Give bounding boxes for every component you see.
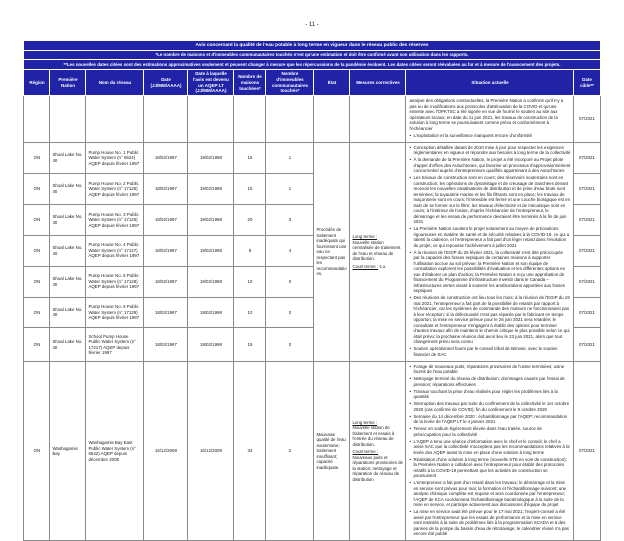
bullet-marker: • bbox=[409, 346, 411, 352]
bullet-marker: • bbox=[409, 426, 411, 432]
cell-immeubles: 0 bbox=[266, 328, 314, 362]
bullet-item bbox=[409, 389, 570, 400]
bullet-marker: • bbox=[409, 363, 411, 369]
situation-bullets bbox=[409, 145, 570, 358]
cell-date-aqep: 19/02/1998 bbox=[188, 266, 234, 297]
mesures-long-terme-text: Nouvelle station de traitement et essais à l'entrée du réseau de distribution. bbox=[352, 425, 395, 447]
banner-note1: *Le nombre de maisons et d'immeubles communautaires touchés n'est qu'une estimation et doit être confirmé avant son utilisation dans les rapports. bbox=[24, 50, 600, 60]
cell-region: ON bbox=[24, 204, 50, 235]
bullet-text: Soutien opérationnel fourni par le conseil tribal de Bimose, avec le soutien financier de SAC bbox=[413, 346, 558, 357]
bullet-item bbox=[409, 133, 570, 139]
cell-network: Pump House No. 6 Public Water System (n° 17129) AQEP depuis février 1997 bbox=[86, 297, 144, 328]
cell-date: 18/02/1997 bbox=[144, 266, 188, 297]
cell-maisons: 15 bbox=[234, 142, 266, 173]
bullet-marker: • bbox=[409, 144, 411, 150]
cell-network: Washagamis Bay East Public Water System (n° 6542) AQEP depuis décembre 2008 bbox=[86, 361, 144, 541]
cell-maisons: 10 bbox=[234, 297, 266, 328]
cell-date: 18/02/1997 bbox=[144, 297, 188, 328]
cell-date-aqep: 16/12/2009 bbox=[188, 361, 234, 541]
bullet-marker: • bbox=[409, 480, 411, 486]
bullet-marker: • bbox=[409, 456, 411, 462]
advisories-table bbox=[23, 40, 600, 541]
bullet-marker: • bbox=[409, 376, 411, 382]
bullet-text: Les travaux de construction sont en cours; des réservoirs souterrains sont en construction; les opérations de dynamitage et de creusage de tranchées devant recevoir les nouvelles canalisations de distribution et de prise d'eau brute sont terminées; la tuyauterie marine et les fils filtrants sont en place; les travaux de maçonnerie sont en cours; l'immeuble est fermé et une couche biologique est en train de se former sur le filtre; les travaux d'électricité et de mécanique sont en cours; à l'intérieur de l'usine, d'après l'échéancier de l'entrepreneur, le démarrage et les essais de performance devraient être terminés à la fin de juin 2021 bbox=[413, 175, 571, 225]
bullet-item bbox=[409, 364, 570, 375]
mesures-long-terme-label: Long terme : bbox=[352, 419, 378, 425]
cell-situation-merged bbox=[406, 142, 574, 361]
cell-date-aqep: 19/02/1998 bbox=[188, 328, 234, 362]
mesures-court-terme-text: Nouveaux puits et réparations provisoires de la station; nettoyage et réparation du réseau de distribution bbox=[352, 454, 403, 482]
cell-date-aqep: 19/02/1998 bbox=[188, 297, 234, 328]
bullet-text: Travaux touchant la prise d'eau réalisés pour régler les problèmes liés à la quantité bbox=[413, 388, 558, 400]
cell-network: Pump House No. 3 Public Water System (n° 17126) AQEP depuis février 1997 bbox=[86, 204, 144, 235]
cell-nation: Shoal Lake No. 40 bbox=[50, 328, 86, 362]
cell-date-cible: 07/2021 bbox=[574, 297, 600, 328]
cell-nation: Shoal Lake No. 40 bbox=[50, 297, 86, 328]
cell-region: ON bbox=[24, 361, 50, 541]
bullet-text: Nettoyage terminé du réseau de distribution; dommages causés par l'essai de pression; réparations effectuées bbox=[413, 376, 565, 387]
cell-date-aqep: 19/02/1998 bbox=[188, 173, 234, 204]
cell-date-aqep: 19/02/1998 bbox=[188, 142, 234, 173]
bullet-text: À la demande de la Première Nation, le projet a été incorporé au Projet pilote d'appel d'offres des Autochtones, qui favorise un processus d'approvisionnement concurrentiel auprès d'entrepreneurs qualifiés appartenant à des Autochtones bbox=[413, 157, 571, 174]
bullet-marker: • bbox=[409, 388, 411, 394]
cell-date-cible: 07/2021 bbox=[574, 204, 600, 235]
cell-date: 18/02/1997 bbox=[144, 235, 188, 266]
cell-region: ON bbox=[24, 328, 50, 362]
cell-date: 18/02/1997 bbox=[144, 142, 188, 173]
cell-immeubles: 0 bbox=[266, 297, 314, 328]
bullet-marker: • bbox=[409, 401, 411, 407]
bullet-marker: • bbox=[409, 132, 411, 138]
mesures-court-terme-label: Court terme : bbox=[352, 263, 379, 269]
bullet-text: À la réunion de l'EGIP du 26 février 2021, la collectivité s'est dite préoccupée par la capacité des fosses septiques de certaines maisons à supporter l'utilisation accrue au sol prévue; la Première Nation et son équipe de consultation explorent les possibilités d'évaluation et les différentes options en vue d'élaborer un plan d'action; la Première Nation a reçu une approbation de financement du Programme d'infrastructure Investir dans le Canada – Infrastructures vertes visant à soutenir les améliorations apportées aux fosses septiques bbox=[413, 249, 566, 294]
banner-note1-row bbox=[24, 50, 600, 60]
header-date-cible: Date cible** bbox=[574, 69, 600, 96]
table-row bbox=[24, 142, 600, 173]
bullet-marker: • bbox=[409, 157, 411, 163]
cell-network: Pump House No. 1 Public Water System (n° 6524) AQEP depuis février 1997 bbox=[86, 142, 144, 173]
cell-nation: Shoal Lake No. 40 bbox=[50, 142, 86, 173]
cell-network: School Pump House Public Water System (n° 17217) AQEP depuis février 1997 bbox=[86, 328, 144, 362]
bullet-item bbox=[409, 346, 570, 357]
bullet-text: La Première Nation soutient le projet notamment au moyen de précautions rigoureuses en matière de santé et de sécurité relatives à la COVID-19, ce qui a ralenti la cadence, et l'entrepreneur a fait part d'un léger retard dans l'évolution du projet, ce qui repousse l'achèvement à juillet 2021 bbox=[413, 226, 570, 248]
bullet-item bbox=[409, 250, 570, 294]
bullet-marker: • bbox=[409, 226, 411, 232]
cell-date: 16/12/2008 bbox=[144, 361, 188, 541]
bullet-text: Interruption des travaux par suite du confinement de la collectivité le 1er octobre 2020 (cas confirmé de COVID); fin du confinement le 9 octobre 2020 bbox=[413, 401, 570, 412]
mesures-court-terme-label: Court terme : bbox=[352, 449, 379, 455]
cell-region: ON bbox=[24, 297, 50, 328]
header-maisons: Nombre de maisons touchées* bbox=[234, 69, 266, 96]
header-immeubles: Nombre d'immeubles communautaires touchés* bbox=[266, 69, 314, 96]
situation-intro: analyse des obligations contractuelles, la Première Nation a confirmé qu'il n'y a pas eu de modifications aux protocoles d'atténuation de la COVID et qu'une entente avec l'OPKTSC a été signée en vue de fournir le soutien au site aux opérateurs locaux; en date du 11 juin 2021, les travaux de construction de la solution à long terme se poursuivaient comme prévu et conformément à l'échéancier bbox=[409, 98, 564, 131]
cell-region: ON bbox=[24, 173, 50, 204]
bullet-item bbox=[409, 157, 570, 174]
cell-maisons: 34 bbox=[234, 361, 266, 541]
bullet-item bbox=[409, 426, 570, 437]
cell-date: 18/02/1997 bbox=[144, 204, 188, 235]
cell-immeubles: 0 bbox=[266, 266, 314, 297]
cell-immeubles: 2 bbox=[266, 361, 314, 541]
bullet-marker: • bbox=[409, 295, 411, 301]
bullet-item bbox=[409, 145, 570, 156]
header-situation: Situation actuelle bbox=[406, 69, 574, 96]
header-premiere-nation: Première Nation bbox=[50, 69, 86, 96]
cell-date-aqep bbox=[188, 96, 234, 143]
bullet-text: L'AQEP a tenu une séance d'information avec le chef et le conseil; le chef a avisé SAC que la collectivité n'acceptera pas les recommandations relatives à la levée des AQEP avant la mise en place d'une solution à long terme bbox=[413, 438, 570, 455]
bullet-marker: • bbox=[409, 438, 411, 444]
cell-immeubles: 1 bbox=[266, 142, 314, 173]
cell-maisons: 15 bbox=[234, 173, 266, 204]
header-date-aqep: Date à laquelle l'avis est devenu un AQEP LT (JJ/MM/AAAA) bbox=[188, 69, 234, 96]
bullet-item bbox=[409, 509, 570, 537]
header-mesures: Mesures correctives bbox=[350, 69, 406, 96]
header-region: Région bbox=[24, 69, 50, 96]
cell-date-cible: 07/2021 bbox=[574, 266, 600, 297]
cell-immeubles: 4 bbox=[266, 235, 314, 266]
cell-date-cible: 07/2021 bbox=[574, 235, 600, 266]
banner-title-row bbox=[24, 41, 600, 51]
bullet-text: Teneur en sodium légèrement élevée dans l'eau traitée, source de préoccupation pour la collectivité bbox=[413, 426, 542, 437]
cell-etat: Mauvaise qualité de l'eau souterraine; traitement insuffisant; capacité inadéquate. bbox=[314, 361, 350, 541]
cell-nation: Shoal Lake No. 40 bbox=[50, 235, 86, 266]
cell-region: ON bbox=[24, 235, 50, 266]
cell-network: Pump House No. 4 Public Water System (n° 17127) AQEP depuis février 1997 bbox=[86, 235, 144, 266]
bullet-item bbox=[409, 295, 570, 345]
mesures-court-terme-text: s.o. bbox=[379, 263, 387, 269]
mesures-long-terme-label: Long terme : bbox=[352, 234, 378, 240]
header-date: Date (JJ/MM/AAAA) bbox=[144, 69, 188, 96]
banner-note2-row bbox=[24, 60, 600, 70]
bullet-text: L'exploitation et la surveillance manquent encore d'uniformité bbox=[413, 132, 533, 138]
cell-immeubles: 3 bbox=[266, 204, 314, 235]
mesures-long-terme-text: Nouvelle station centralisée de traitement de l'eau et réseau de distribution. bbox=[352, 239, 401, 262]
bullet-marker: • bbox=[409, 249, 411, 255]
cell-nation bbox=[50, 96, 86, 143]
cell-date-cible: 07/2021 bbox=[574, 96, 600, 143]
cell-nation: Shoal Lake No. 40 bbox=[50, 173, 86, 204]
page-number: - 11 - bbox=[305, 22, 319, 28]
header-nom-reseau: Nom du réseau bbox=[86, 69, 144, 96]
cell-network bbox=[86, 96, 144, 143]
cell-region: ON bbox=[24, 266, 50, 297]
cell-mesures bbox=[350, 361, 406, 541]
cell-date: 18/02/1997 bbox=[144, 328, 188, 362]
cell-date: 18/02/1997 bbox=[144, 173, 188, 204]
cell-date-aqep: 19/02/1998 bbox=[188, 235, 234, 266]
cell-maisons: 10 bbox=[234, 266, 266, 297]
cell-maisons: 20 bbox=[234, 204, 266, 235]
bullet-item bbox=[409, 457, 570, 479]
table-row-continuation bbox=[24, 96, 600, 143]
cell-maisons bbox=[234, 96, 266, 143]
bullet-marker: • bbox=[409, 509, 411, 515]
cell-mesures bbox=[350, 96, 406, 143]
cell-immeubles bbox=[266, 96, 314, 143]
cell-date-cible: 07/2021 bbox=[574, 328, 600, 362]
cell-date-aqep: 19/02/1998 bbox=[188, 204, 234, 235]
bullet-item bbox=[409, 401, 570, 412]
cell-mesures-merged bbox=[350, 142, 406, 361]
header-etat: État bbox=[314, 69, 350, 96]
bullet-text: Des réunions de construction ont lieu tous les mois; à la réunion de l'EGIP du 19 mai 2021, l'entrepreneur a fait part de la possibilité de retards par rapport à l'échéancier, car les systèmes de commande des moteurs ne fonctionnaient pas à leur réception; si la défectuosité n'est pas réparée par le fabricant en temps opportun, la mise en service prévue pour le 26 juin 2021 sera retardée; le consultant et l'entrepreneur s'engagent à établir des options pour terminer d'autres travaux afin de maintenir le chemin critique le plus possible selon ce qui était prévu; la prochaine réunion doit avoir lieu le 23 juin 2021, alors que tout changement prévu sera connu bbox=[413, 295, 570, 345]
bullet-text: Forage de nouveaux puits; réparations provisoires de l'usine terminées; usine fournit de l'eau potable bbox=[413, 363, 565, 375]
table-row-washagamis bbox=[24, 361, 600, 541]
cell-network: Pump House No. 5 Public Water System (n° 17128) AQEP depuis février 1997 bbox=[86, 266, 144, 297]
cell-network: Pump House No. 2 Public Water System (n° 17125) AQEP depuis février 1997 bbox=[86, 173, 144, 204]
cell-etat-merged: Procédés de traitement inadéquats qui fournissent une eau ne respectant pas les recommandations. bbox=[314, 142, 350, 361]
cell-date-cible: 07/2021 bbox=[574, 142, 600, 173]
bullet-marker: • bbox=[409, 175, 411, 181]
cell-region: ON bbox=[24, 142, 50, 173]
cell-date-cible: 07/2021 bbox=[574, 173, 600, 204]
cell-nation: Shoal Lake No. 40 bbox=[50, 204, 86, 235]
cell-situation bbox=[406, 361, 574, 541]
bullet-text: Conception détaillée datant de 2010 mise à jour pour respecter les exigences réglementaires en vigueur et répondre aux besoins à long terme de la collectivité bbox=[413, 144, 571, 156]
column-header-row bbox=[24, 69, 600, 96]
bullet-marker: • bbox=[409, 413, 411, 419]
cell-etat bbox=[314, 96, 350, 143]
cell-situation bbox=[406, 96, 574, 143]
bullet-text: La mise en service avait été prévue pour le 17 mai 2021; l'expert-conseil a été avisé par l'entrepreneur que les essais de performance et la mise en service sont retardés à la suite de problèmes liés à la programmation SCADA et à des pannes de la pompe du bassin d'eau de rétrolavage; le calendrier révisé n'a pas encore été publié bbox=[413, 509, 569, 537]
situation-bullets bbox=[409, 364, 570, 537]
bullet-item bbox=[409, 439, 570, 456]
banner-title: Avis concernant la qualité de l'eau potable à long terme en vigueur dans le réseau public des réserves bbox=[24, 41, 600, 51]
cell-date bbox=[144, 96, 188, 143]
banner-note2: **Les nouvelles dates citées sont des estimations approximatives seulement et peuvent changer à mesure que les répercussions de la pandémie évoluent. Les dates citées seront réévaluées au fur et à mesure de l'avancement des projets. bbox=[24, 60, 600, 70]
bullet-item bbox=[409, 175, 570, 225]
cell-maisons: 15 bbox=[234, 328, 266, 362]
bullet-text: Semaine du 14 décembre 2020 : échantillonnage par l'AQEP; recommandation de la levée de l'AQEP LT le 4 janvier 2021 bbox=[413, 413, 568, 425]
bullet-item bbox=[409, 414, 570, 425]
situation-bullets bbox=[409, 133, 570, 139]
bullet-text: Réalisation d'une solution à long terme (nouvelle STE en voie de construction); la Première Nation a collaboré avec l'entrepreneur pour établir des protocoles relatifs à la COVID-19 permettant que les activités de construction se poursuivent bbox=[413, 456, 567, 479]
bullet-text: L'entrepreneur a fait part d'un retard dans les travaux; le démarrage et la mise en service sont prévus pour mai; la formation et l'échantillonnage suivront; une analyse chimique complète est requise et sera coordonnée par l'entrepreneur; l'AQEP de KCA coordonnera l'échantillonnage bactériologique à la suite de la mise en service, et participe activement aux discussions d'équipe du projet bbox=[413, 480, 567, 508]
cell-nation: Shoal Lake No. 40 bbox=[50, 266, 86, 297]
bullet-item bbox=[409, 226, 570, 248]
cell-immeubles: 1 bbox=[266, 173, 314, 204]
cell-nation: Washagamis Bay bbox=[50, 361, 86, 541]
cell-maisons: 8 bbox=[234, 235, 266, 266]
cell-region bbox=[24, 96, 50, 143]
bullet-item bbox=[409, 376, 570, 387]
cell-date-cible: 07/2021 bbox=[574, 361, 600, 541]
bullet-item bbox=[409, 480, 570, 508]
